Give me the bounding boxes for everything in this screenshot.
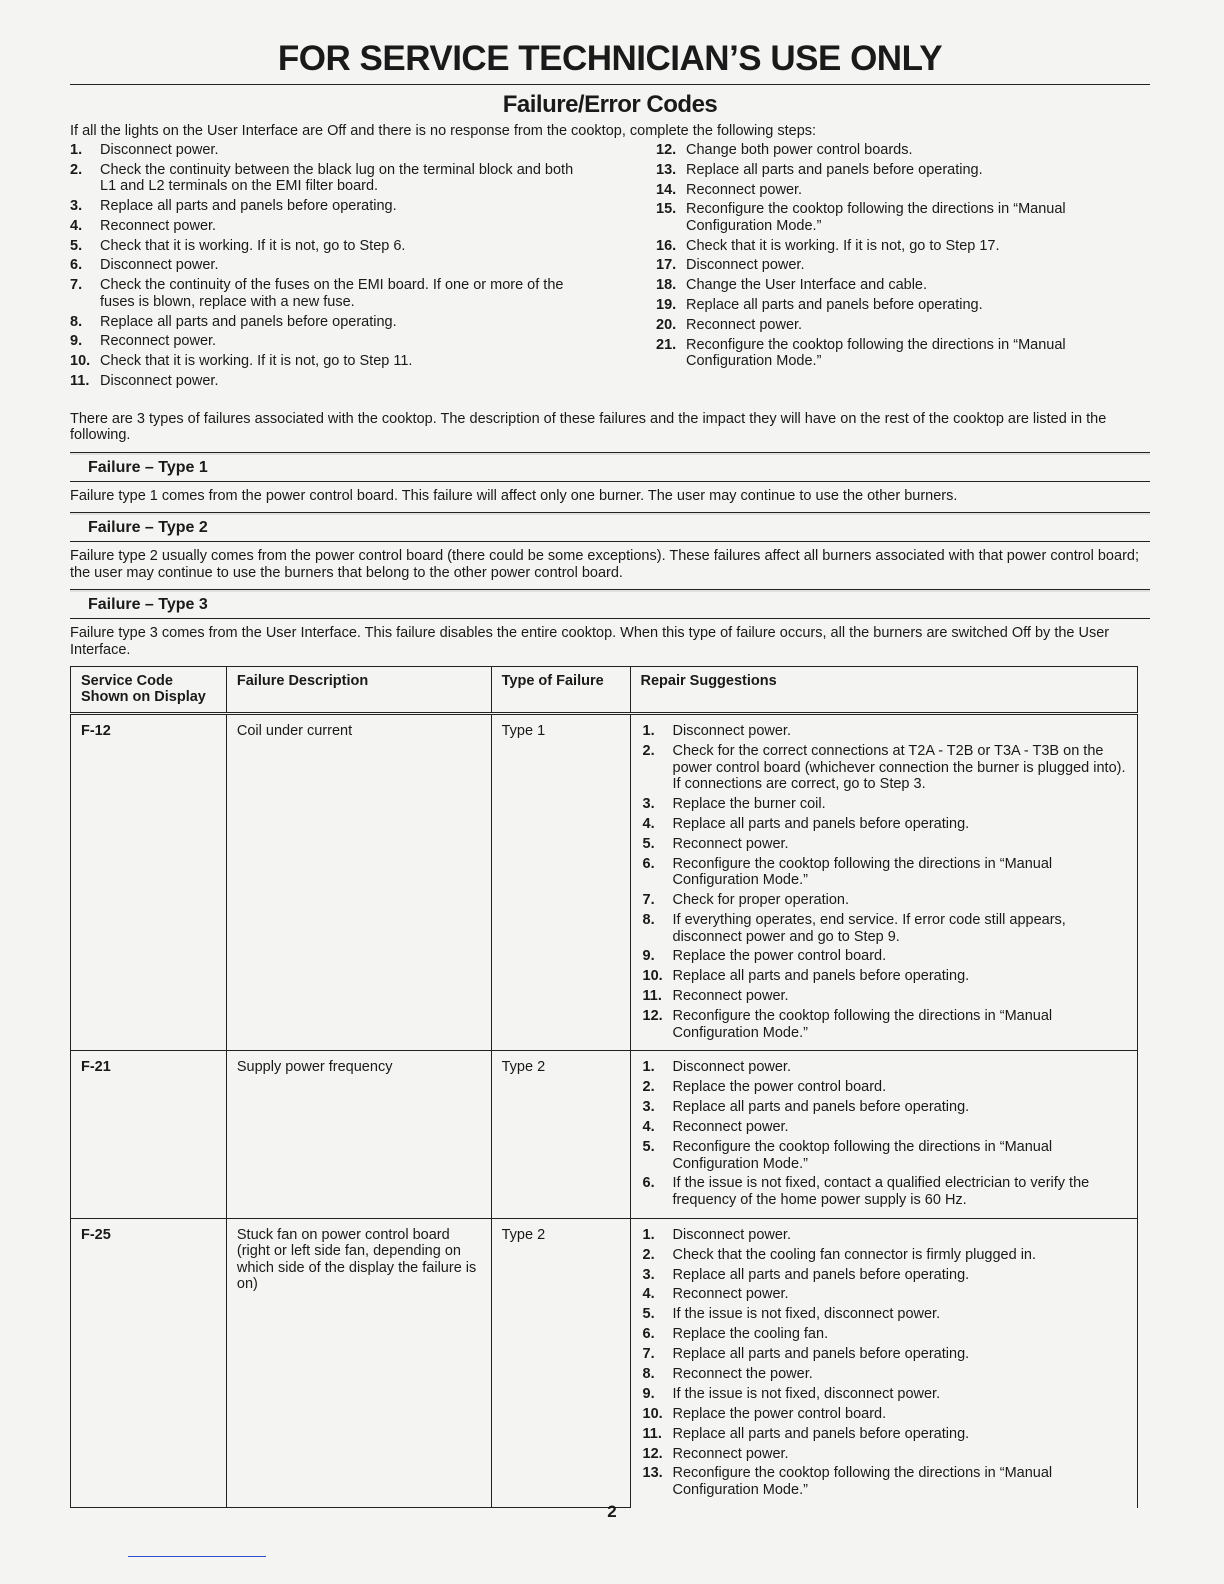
step-number: 12. [642, 1008, 663, 1025]
step-number: 21. [656, 336, 677, 353]
step-number: 5. [70, 237, 83, 254]
list-item [643, 1008, 1127, 1041]
step-text: Replace all parts and panels before operating. [672, 1266, 970, 1283]
table-row [71, 1051, 1138, 1218]
failure-type-heading: Failure – Type 2 [70, 512, 1150, 542]
step-text: Check the continuity of the fuses on the EMI board. If one or more of the fuses is blown, replace with a new fuse. [100, 277, 564, 310]
step-number: 4. [642, 1119, 655, 1136]
step-text: Check for proper operation. [672, 892, 850, 909]
table-header-row [71, 667, 1138, 714]
list-item [643, 912, 1127, 945]
step-number: 10. [70, 353, 91, 370]
failure-type-1 [70, 452, 1150, 505]
list-item [643, 1247, 1127, 1264]
step-number: 2. [642, 1246, 655, 1263]
step-text: Replace all parts and panels before operating. [672, 1346, 970, 1363]
troubleshooting-steps [70, 142, 1150, 393]
document-page [70, 36, 1150, 1508]
step-number: 11. [70, 372, 90, 389]
list-item [656, 257, 1106, 274]
step-number: 11. [642, 1425, 662, 1442]
step-text: If the issue is not fixed, disconnect power. [672, 1306, 941, 1323]
step-number: 9. [642, 1385, 655, 1402]
list-item [643, 1426, 1127, 1443]
failure-type-heading: Failure – Type 3 [70, 589, 1150, 619]
column-header-service-code: Service Code Shown on Display [71, 667, 227, 714]
step-text: Change both power control boards. [686, 142, 913, 158]
step-text: Reconfigure the cooktop following the directions in “Manual Configuration Mode.” [672, 1008, 1053, 1041]
list-item [656, 142, 1106, 159]
step-number: 3. [642, 796, 655, 813]
failure-type-description: Failure type 3 comes from the User Interface. This failure disables the entire cooktop. When this type of failure occurs, all the burners are switched Off by the User Interface. [70, 625, 1110, 658]
failure-type-heading: Failure – Type 1 [70, 452, 1150, 482]
scan-artifact-line [128, 1556, 266, 1557]
list-item [643, 1465, 1127, 1498]
step-text: Replace the burner coil. [672, 796, 826, 813]
step-number: 6. [642, 1326, 655, 1343]
list-item [643, 1119, 1127, 1136]
step-number: 11. [642, 988, 662, 1005]
list-item [643, 1346, 1127, 1363]
step-number: 5. [642, 1306, 655, 1323]
step-text: Replace all parts and panels before operating. [686, 297, 983, 314]
step-text: Reconfigure the cooktop following the directions in “Manual Configuration Mode.” [686, 336, 1066, 370]
step-number: 3. [70, 198, 83, 215]
step-number: 1. [642, 1059, 655, 1076]
list-item [70, 238, 590, 255]
step-text: Disconnect power. [100, 372, 219, 389]
step-text: Check that it is working. If it is not, go to Step 6. [100, 237, 406, 254]
step-text: Check the continuity between the black lug on the terminal block and both L1 and L2 terminals on the EMI filter board. [100, 161, 574, 195]
step-text: Replace the cooling fan. [672, 1326, 829, 1343]
steps-left-column [70, 142, 590, 393]
step-text: Replace all parts and panels before operating. [100, 313, 397, 330]
step-text: Check that it is working. If it is not, go to Step 17. [686, 237, 1000, 254]
step-number: 9. [642, 948, 655, 965]
list-item [643, 1406, 1127, 1423]
step-number: 16. [656, 237, 677, 254]
list-item [656, 201, 1106, 234]
step-text: Change the User Interface and cable. [686, 277, 928, 294]
step-text: Disconnect power. [100, 257, 219, 274]
list-item [643, 743, 1127, 793]
list-item [643, 1227, 1127, 1244]
list-item [643, 1059, 1127, 1076]
list-item [643, 1099, 1127, 1116]
step-text: Replace the power control board. [672, 1405, 887, 1422]
step-text: Reconfigure the cooktop following the directions in “Manual Configuration Mode.” [672, 855, 1053, 889]
table-row [71, 714, 1138, 1051]
step-text: Replace all parts and panels before operating. [672, 968, 970, 985]
list-item [70, 162, 590, 195]
step-number: 18. [656, 277, 677, 294]
failure-type-3 [70, 589, 1150, 658]
step-number: 8. [642, 912, 655, 928]
step-number: 1. [642, 1226, 655, 1243]
step-text: Reconnect power. [672, 835, 789, 852]
step-number: 4. [642, 815, 655, 832]
list-item [643, 1175, 1127, 1208]
list-item [643, 1286, 1127, 1303]
steps-right-column [656, 142, 1106, 393]
list-item [70, 314, 590, 331]
step-number: 3. [642, 1099, 655, 1116]
step-number: 9. [70, 333, 83, 350]
failure-types-intro: There are 3 types of failures associated with the cooktop. The description of these failures and the impact they will have on the rest of the cooktop are listed in the following. [70, 410, 1107, 444]
list-item [70, 218, 590, 235]
step-text: Reconnect power. [672, 988, 789, 1005]
repair-suggestions [630, 1218, 1137, 1508]
step-text: Check that it is working. If it is not, go to Step 11. [100, 353, 413, 370]
step-text: Disconnect power. [672, 1059, 791, 1076]
list-item [643, 1446, 1127, 1463]
list-item [643, 1306, 1127, 1323]
step-text: Replace all parts and panels before operating. [686, 161, 983, 178]
step-number: 1. [642, 723, 655, 740]
step-number: 6. [642, 1175, 655, 1192]
list-item [643, 968, 1127, 985]
step-text: Reconnect power. [672, 1286, 789, 1303]
step-number: 6. [642, 855, 655, 872]
step-text: Reconfigure the cooktop following the directions in “Manual Configuration Mode.” [672, 1465, 1053, 1498]
step-number: 15. [656, 201, 677, 218]
step-number: 12. [642, 1445, 663, 1462]
step-text: Reconnect power. [686, 181, 803, 198]
step-number: 7. [642, 1346, 655, 1363]
list-item [656, 182, 1106, 199]
list-item [70, 373, 590, 390]
step-text: Replace the power control board. [672, 948, 887, 965]
list-item [643, 723, 1127, 740]
step-text: Reconnect power. [100, 333, 217, 350]
list-item [70, 198, 590, 215]
step-number: 4. [642, 1286, 655, 1303]
page-title: FOR SERVICE TECHNICIAN’S USE ONLY [277, 39, 943, 78]
step-text: Replace all parts and panels before operating. [672, 1099, 970, 1116]
step-text: Replace the power control board. [672, 1079, 887, 1096]
step-number: 13. [656, 161, 677, 178]
list-item [70, 257, 590, 274]
step-text: Replace all parts and panels before operating. [672, 1425, 970, 1442]
table-row [71, 1218, 1138, 1508]
step-text: Disconnect power. [672, 1226, 791, 1243]
step-text: If the issue is not fixed, disconnect power. [672, 1385, 941, 1402]
step-number: 10. [642, 1405, 663, 1422]
list-item [643, 1366, 1127, 1383]
list-item [70, 333, 590, 350]
step-text: Replace all parts and panels before operating. [100, 198, 397, 215]
step-number: 10. [642, 968, 663, 985]
column-header-failure-description: Failure Description [226, 667, 491, 714]
column-header-type-of-failure: Type of Failure [491, 667, 630, 714]
service-code: F-21 [71, 1051, 227, 1218]
column-header-repair-suggestions: Repair Suggestions [630, 667, 1137, 714]
list-item [643, 988, 1127, 1005]
step-text: If everything operates, end service. If error code still appears, disconnect power and go to Step 9. [672, 912, 1066, 945]
service-code: F-12 [71, 714, 227, 1051]
step-number: 2. [642, 743, 655, 760]
step-number: 3. [642, 1266, 655, 1283]
step-text: Disconnect power. [100, 142, 219, 158]
step-text: Replace all parts and panels before operating. [672, 815, 970, 832]
step-text: Check for the correct connections at T2A - T2B or T3A - T3B on the power control board (whichever connection the burner is plugged into). If connections are correct, go to Step 3. [672, 743, 1126, 793]
step-number: 12. [656, 142, 677, 158]
list-item [643, 796, 1127, 813]
list-item [643, 1386, 1127, 1403]
step-number: 7. [642, 892, 655, 909]
step-number: 1. [70, 142, 83, 158]
step-text: Check that the cooling fan connector is firmly plugged in. [672, 1246, 1037, 1263]
step-text: Reconnect power. [672, 1119, 789, 1136]
step-text: Reconnect the power. [672, 1366, 813, 1383]
step-number: 5. [642, 835, 655, 852]
step-number: 8. [642, 1366, 655, 1383]
step-text: Reconfigure the cooktop following the directions in “Manual Configuration Mode.” [686, 201, 1066, 234]
list-item [656, 297, 1106, 314]
list-item [656, 238, 1106, 255]
repair-suggestions [630, 1051, 1137, 1218]
list-item [656, 337, 1106, 370]
step-number: 20. [656, 316, 677, 333]
list-item [643, 816, 1127, 833]
step-text: Reconnect power. [100, 217, 217, 234]
list-item [643, 1326, 1127, 1343]
list-item [643, 1267, 1127, 1284]
step-text: Disconnect power. [672, 723, 791, 740]
list-item [643, 948, 1127, 965]
list-item [643, 836, 1127, 853]
list-item [643, 1139, 1127, 1172]
step-number: 7. [70, 277, 83, 294]
step-text: Disconnect power. [686, 257, 805, 274]
failure-type: Type 1 [491, 714, 630, 1051]
failure-type-description: Failure type 1 comes from the power control board. This failure will affect only one burner. The user may continue to use the other burners. [70, 487, 958, 504]
list-item [656, 317, 1106, 334]
failure-type-2 [70, 512, 1150, 581]
list-item [643, 892, 1127, 909]
step-number: 13. [642, 1465, 663, 1482]
list-item [656, 162, 1106, 179]
list-item [656, 277, 1106, 294]
step-number: 8. [70, 313, 83, 330]
step-number: 2. [70, 161, 83, 178]
step-number: 2. [642, 1079, 655, 1096]
step-number: 14. [656, 181, 677, 198]
failure-type: Type 2 [491, 1218, 630, 1508]
step-number: 6. [70, 257, 83, 274]
list-item [70, 353, 590, 370]
step-text: Reconfigure the cooktop following the directions in “Manual Configuration Mode.” [672, 1139, 1053, 1172]
intro-text: If all the lights on the User Interface are Off and there is no response from the cooktop, complete the following steps: [70, 123, 817, 139]
service-code: F-25 [71, 1218, 227, 1508]
failure-description: Stuck fan on power control board (right or left side fan, depending on which side of the display the failure is on) [226, 1218, 491, 1508]
failure-type: Type 2 [491, 1051, 630, 1218]
step-number: 17. [656, 257, 677, 274]
page-number: 2 [607, 1502, 617, 1521]
failure-type-description: Failure type 2 usually comes from the power control board (there could be some exceptions). These failures affect all burners associated with that power control board; the user may continue to use the burners that belong to the other power control board. [70, 548, 1139, 581]
error-code-table [70, 666, 1138, 1508]
step-text: Reconnect power. [672, 1445, 789, 1462]
step-text: Reconnect power. [686, 316, 803, 333]
list-item [70, 277, 590, 310]
list-item [643, 856, 1127, 889]
title-divider [70, 84, 1150, 85]
repair-suggestions [630, 714, 1137, 1051]
step-number: 19. [656, 297, 677, 314]
section-title: Failure/Error Codes [502, 91, 718, 118]
step-text: If the issue is not fixed, contact a qualified electrician to verify the frequency of the home power supply is 60 Hz. [672, 1175, 1090, 1208]
list-item [70, 142, 590, 159]
step-number: 5. [642, 1139, 655, 1156]
failure-description: Coil under current [226, 714, 491, 1051]
list-item [643, 1079, 1127, 1096]
failure-description: Supply power frequency [226, 1051, 491, 1218]
step-number: 4. [70, 217, 83, 234]
